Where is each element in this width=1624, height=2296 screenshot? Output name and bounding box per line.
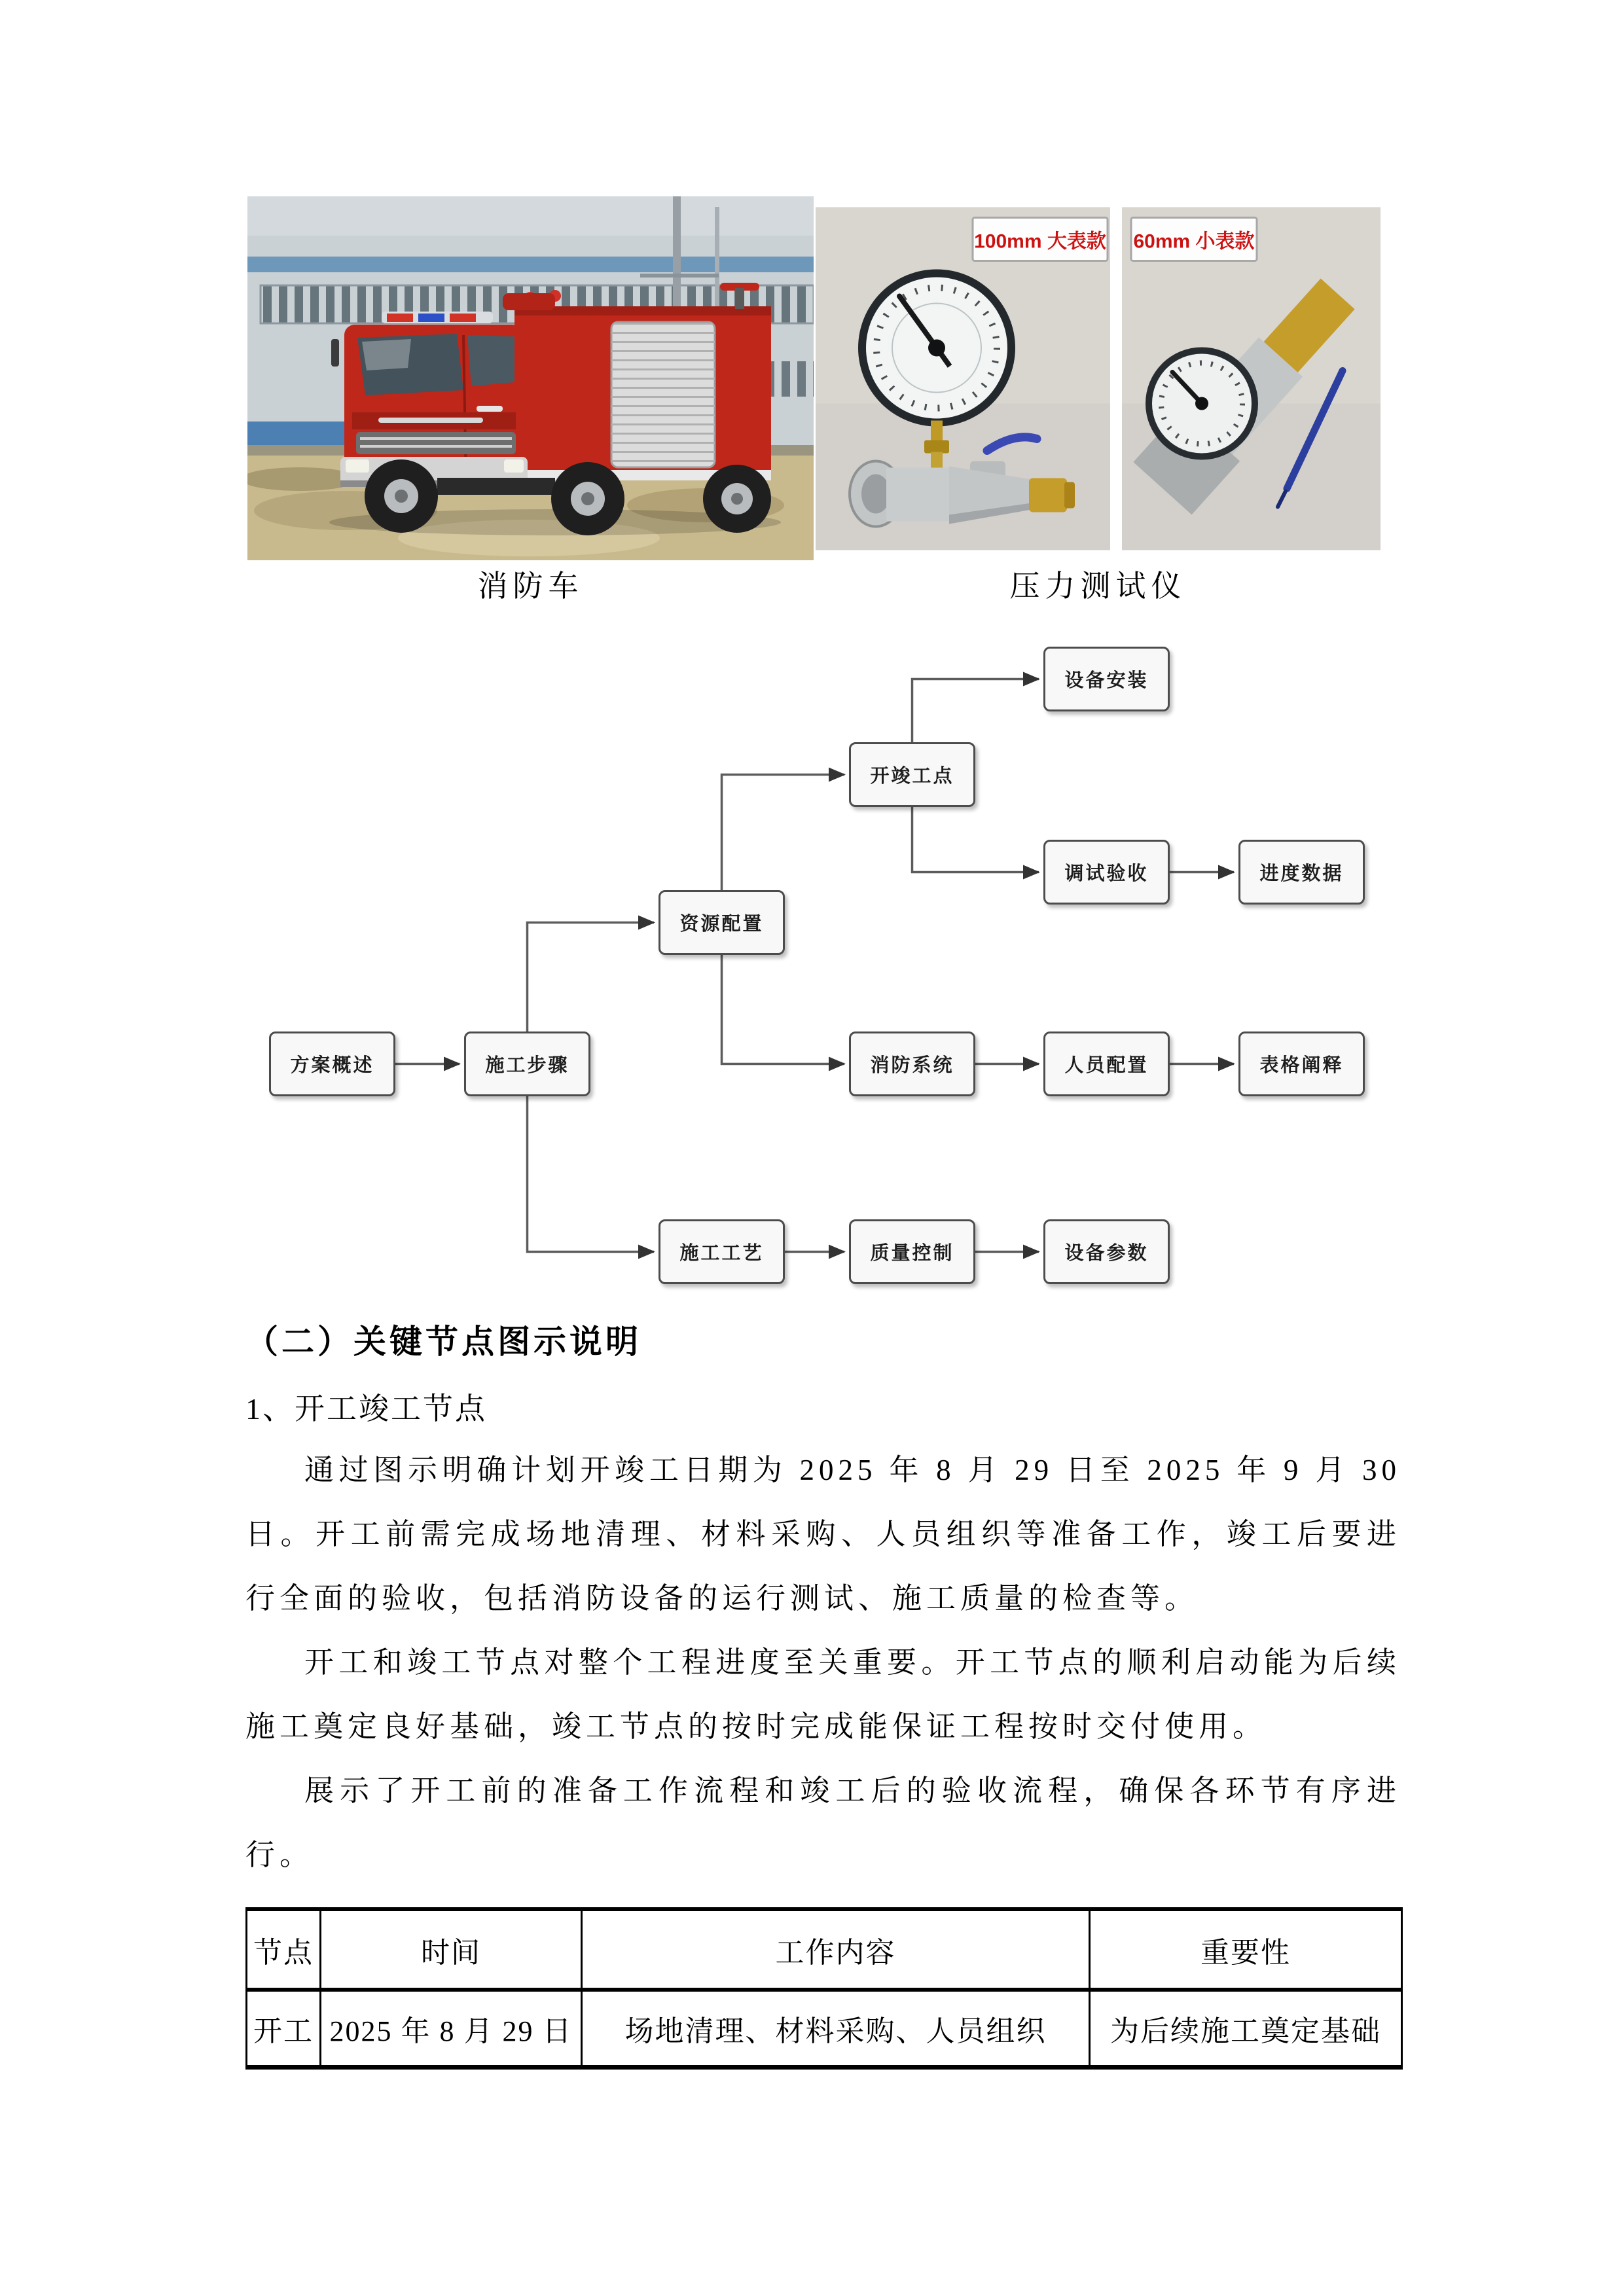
header-work-content: 工作内容 <box>582 1909 1090 1990</box>
paragraph-importance: 开工和竣工节点对整个工程进度至关重要。开工节点的顺利启动能为后续施工奠定良好基础，竣工节点的按时完成能保证工程按时交付使用。 <box>245 1646 1401 1743</box>
paragraph-process: 展示了开工前的准备工作流程和竣工后的验收流程，确保各环节有序进行。 <box>245 1774 1401 1871</box>
text-section <box>245 1319 1401 1887</box>
flow-node-equipment-install: 设备安装 <box>1043 647 1170 711</box>
flow-node-progress-data: 进度数据 <box>1238 840 1365 905</box>
section-subheading: 1、开工竣工节点 <box>245 1392 487 1426</box>
flow-node-construction-steps: 施工步骤 <box>464 1031 590 1096</box>
gauge-label-small: 60mm 小表款 <box>1133 230 1255 253</box>
truck-caption: 消防车 <box>477 569 584 603</box>
table-row <box>247 1990 1402 2067</box>
flow-node-start-finish-points: 开竣工点 <box>849 742 975 807</box>
flow-node-test-acceptance: 调试验收 <box>1043 840 1170 905</box>
cell-node: 开工 <box>247 1990 321 2067</box>
header-node: 节点 <box>247 1909 321 1990</box>
nodes-table-wrapper <box>245 1907 1403 2070</box>
flow-node-construction-craft: 施工工艺 <box>659 1219 785 1284</box>
flow-node-staffing: 人员配置 <box>1043 1031 1170 1096</box>
flow-node-quality-control: 质量控制 <box>849 1219 975 1284</box>
gauge-label-large: 100mm 大表款 <box>974 230 1106 253</box>
header-time: 时间 <box>321 1909 582 1990</box>
paragraph-schedule: 通过图示明确计划开竣工日期为 2025 年 8 月 29 日至 2025 年 9 月 30 日。开工前需完成场地清理、材料采购、人员组织等准备工作，竣工后要进行全面的验收，包括消防设备的运行测试、施工质量的检查等。 <box>245 1454 1401 1615</box>
cell-importance: 为后续施工奠定基础 <box>1090 1990 1402 2067</box>
header-importance: 重要性 <box>1090 1909 1402 1990</box>
cell-work-content: 场地清理、材料采购、人员组织 <box>582 1990 1090 2067</box>
flow-node-resource-allocation: 资源配置 <box>659 890 785 955</box>
cell-time: 2025 年 8 月 29 日 <box>321 1990 582 2067</box>
flow-node-equipment-params: 设备参数 <box>1043 1219 1170 1284</box>
nodes-table <box>245 1907 1403 2070</box>
flow-node-table-explanation: 表格阐释 <box>1238 1031 1365 1096</box>
flow-node-plan-overview: 方案概述 <box>269 1031 395 1096</box>
table-header-row <box>247 1909 1402 1990</box>
section-heading: （二）关键节点图示说明 <box>245 1323 641 1360</box>
flow-node-fire-system: 消防系统 <box>849 1031 975 1096</box>
gauges-caption: 压力测试仪 <box>1009 569 1187 603</box>
